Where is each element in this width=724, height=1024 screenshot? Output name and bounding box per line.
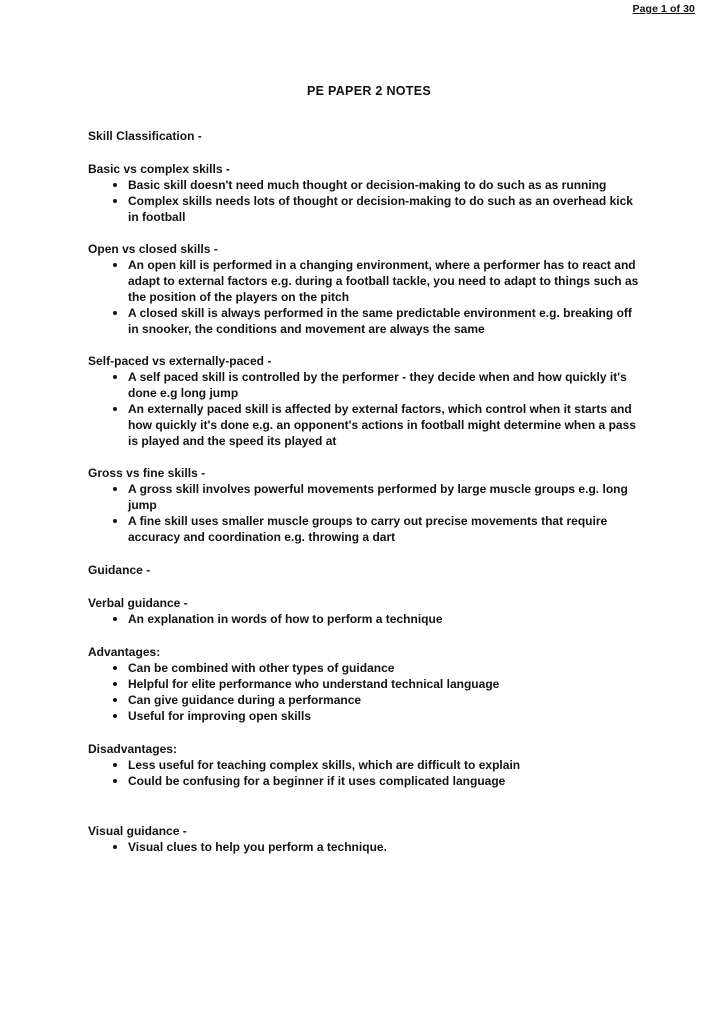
section-skill-classification	[88, 128, 640, 144]
section-heading: Advantages:	[88, 645, 161, 659]
section-heading: Visual guidance -	[88, 824, 187, 838]
section-heading: Guidance -	[88, 563, 151, 577]
section-verbal-guidance	[88, 595, 640, 627]
section-heading: Disadvantages:	[88, 742, 177, 756]
list-item: An explanation in words of how to perform a technique	[88, 611, 640, 627]
list-item: Could be confusing for a beginner if it uses complicated language	[88, 773, 640, 789]
spacer	[88, 724, 640, 741]
section-heading: Basic vs complex skills -	[88, 162, 230, 176]
spacer	[88, 225, 640, 241]
section-self-paced-vs-externally-paced	[88, 353, 640, 449]
page-number-header: Page 1 of 30	[632, 3, 695, 15]
section-verbal-guidance-advantages	[88, 644, 640, 724]
spacer	[88, 789, 640, 823]
spacer	[88, 545, 640, 562]
bullet-list	[88, 611, 640, 627]
list-item: A self paced skill is controlled by the performer - they decide when and how quickly it's done e.g long jump	[88, 369, 640, 401]
section-heading: Self-paced vs externally-paced -	[88, 354, 272, 368]
page-title: PE PAPER 2 NOTES	[306, 84, 432, 98]
list-item: Visual clues to help you perform a technique.	[88, 839, 640, 855]
list-item: Basic skill doesn't need much thought or decision-making to do such as as running	[88, 177, 640, 193]
list-item: Useful for improving open skills	[88, 708, 640, 724]
list-item: A gross skill involves powerful movements performed by large muscle groups e.g. long jump	[88, 481, 640, 513]
list-item: A closed skill is always performed in the same predictable environment e.g. breaking off in snooker, the conditions and movement are always the same	[88, 305, 640, 337]
section-guidance	[88, 562, 640, 578]
document-body	[88, 84, 640, 855]
bullet-list	[88, 257, 640, 337]
spacer	[88, 144, 640, 161]
section-open-vs-closed-skills	[88, 241, 640, 337]
bullet-list	[88, 369, 640, 449]
bullet-list	[88, 839, 640, 855]
spacer	[88, 449, 640, 465]
section-visual-guidance	[88, 823, 640, 855]
spacer	[88, 627, 640, 644]
section-heading: Open vs closed skills -	[88, 242, 218, 256]
list-item: An externally paced skill is affected by external factors, which control when it starts and how quickly it's done e.g. an opponent's actions in football might determine when a pass is played and the speed its played at	[88, 401, 640, 449]
spacer	[88, 337, 640, 353]
section-verbal-guidance-disadvantages	[88, 741, 640, 789]
section-gross-vs-fine-skills	[88, 465, 640, 545]
bullet-list	[88, 757, 640, 789]
section-heading: Skill Classification -	[88, 129, 202, 143]
section-basic-vs-complex-skills	[88, 161, 640, 225]
section-heading: Verbal guidance -	[88, 596, 188, 610]
section-heading: Gross vs fine skills -	[88, 466, 206, 480]
list-item: A fine skill uses smaller muscle groups to carry out precise movements that require accuracy and coordination e.g. throwing a dart	[88, 513, 640, 545]
list-item: Can be combined with other types of guidance	[88, 660, 640, 676]
list-item: Helpful for elite performance who understand technical language	[88, 676, 640, 692]
list-item: Complex skills needs lots of thought or decision-making to do such as an overhead kick in football	[88, 193, 640, 225]
list-item: Less useful for teaching complex skills, which are difficult to explain	[88, 757, 640, 773]
bullet-list	[88, 660, 640, 724]
bullet-list	[88, 481, 640, 545]
spacer	[88, 578, 640, 595]
list-item: An open kill is performed in a changing environment, where a performer has to react and adapt to external factors e.g. during a football tackle, you need to adapt to things such as the position of the players on the pitch	[88, 257, 640, 305]
list-item: Can give guidance during a performance	[88, 692, 640, 708]
bullet-list	[88, 177, 640, 225]
